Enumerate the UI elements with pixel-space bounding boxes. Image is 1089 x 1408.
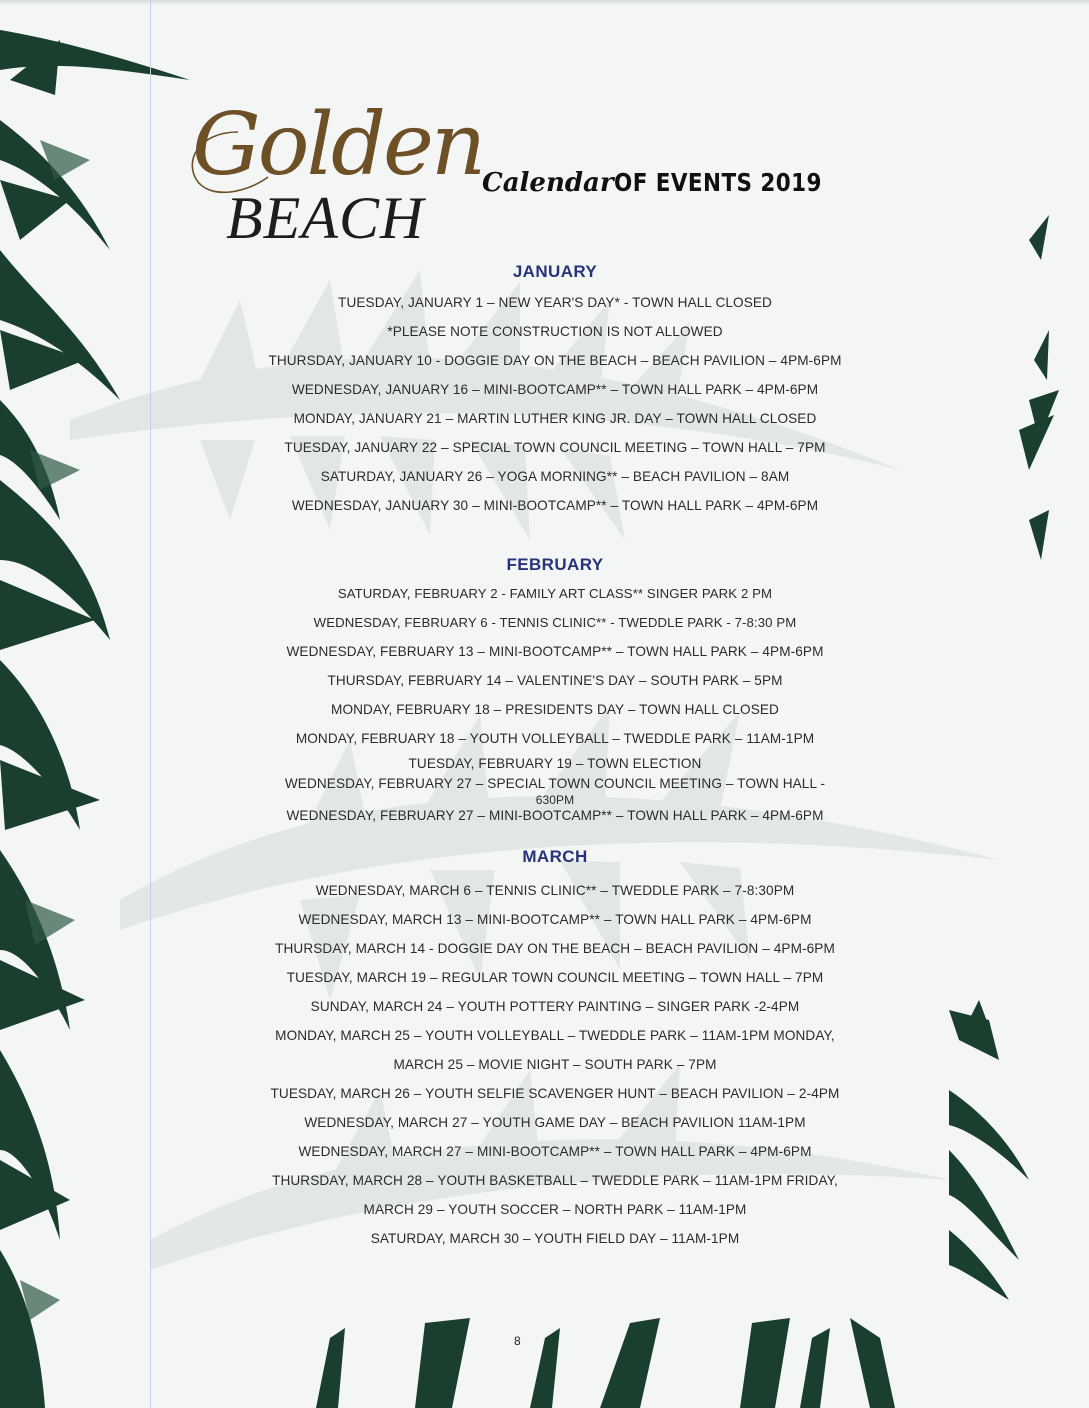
event-line: SUNDAY, MARCH 24 – YOUTH POTTERY PAINTING – SINGER PARK -2-4PM xyxy=(310,999,800,1014)
event-line: TUESDAY, MARCH 19 – REGULAR TOWN COUNCIL MEETING – TOWN HALL – 7PM xyxy=(286,970,824,985)
title-of-events: OF EVENTS 2019 xyxy=(613,168,822,197)
event-line: WEDNESDAY, MARCH 13 – MINI-BOOTCAMP** – TOWN HALL PARK – 4PM-6PM xyxy=(298,912,812,927)
month-heading: FEBRUARY xyxy=(506,555,604,574)
event-line: WEDNESDAY, JANUARY 16 – MINI-BOOTCAMP** – TOWN HALL PARK – 4PM-6PM xyxy=(291,382,819,397)
event-line: WEDNESDAY, FEBRUARY 27 – MINI-BOOTCAMP** – TOWN HALL PARK – 4PM-6PM xyxy=(286,808,824,823)
event-line: THURSDAY, MARCH 14 - DOGGIE DAY ON THE BEACH – BEACH PAVILION – 4PM-6PM xyxy=(275,941,835,956)
event-line: WEDNESDAY, FEBRUARY 6 - TENNIS CLINIC** - TWEDDLE PARK - 7-8:30 PM xyxy=(313,615,797,630)
event-line: WEDNESDAY, FEBRUARY 13 – MINI-BOOTCAMP** – TOWN HALL PARK – 4PM-6PM xyxy=(286,644,824,659)
event-line-continued: 630PM xyxy=(535,793,575,807)
event-line: SATURDAY, FEBRUARY 2 - FAMILY ART CLASS** SINGER PARK 2 PM xyxy=(337,586,773,601)
page-title xyxy=(482,170,855,196)
palm-leaves-bottom xyxy=(0,1318,1089,1408)
event-line: THURSDAY, JANUARY 10 - DOGGIE DAY ON THE BEACH – BEACH PAVILION – 4PM-6PM xyxy=(268,353,842,368)
event-line: TUESDAY, JANUARY 22 – SPECIAL TOWN COUNCIL MEETING – TOWN HALL – 7PM xyxy=(284,440,826,455)
event-line: WEDNESDAY, MARCH 27 – YOUTH GAME DAY – BEACH PAVILION 11AM-1PM xyxy=(304,1115,806,1130)
event-line: MARCH 25 – MOVIE NIGHT – SOUTH PARK – 7PM xyxy=(393,1057,717,1072)
month-heading: JANUARY xyxy=(512,262,598,281)
event-line: TUESDAY, MARCH 26 – YOUTH SELFIE SCAVENGER HUNT – BEACH PAVILION – 2-4PM xyxy=(270,1086,840,1101)
event-line: WEDNESDAY, FEBRUARY 27 – SPECIAL TOWN COUNCIL MEETING – TOWN HALL - xyxy=(284,776,826,791)
palm-leaves-right xyxy=(949,0,1089,1408)
event-line: SATURDAY, MARCH 30 – YOUTH FIELD DAY – 11AM-1PM xyxy=(370,1231,740,1246)
event-line: MONDAY, MARCH 25 – YOUTH VOLLEYBALL – TWEDDLE PARK – 11AM-1PM MONDAY, xyxy=(275,1028,835,1043)
event-line: TUESDAY, JANUARY 1 – NEW YEAR'S DAY* - TOWN HALL CLOSED xyxy=(338,295,772,310)
section-february xyxy=(150,555,960,825)
event-line: WEDNESDAY, MARCH 6 – TENNIS CLINIC** – TWEDDLE PARK – 7-8:30PM xyxy=(315,883,795,898)
logo-beach-text: BEACH xyxy=(226,185,425,251)
event-line: THURSDAY, FEBRUARY 14 – VALENTINE'S DAY – SOUTH PARK – 5PM xyxy=(327,673,783,688)
page-number: 8 xyxy=(514,1334,521,1348)
event-line: WEDNESDAY, JANUARY 30 – MINI-BOOTCAMP** – TOWN HALL PARK – 4PM-6PM xyxy=(291,498,819,513)
event-line: MONDAY, FEBRUARY 18 – PRESIDENTS DAY – TOWN HALL CLOSED xyxy=(331,702,779,717)
event-line: WEDNESDAY, MARCH 27 – MINI-BOOTCAMP** – TOWN HALL PARK – 4PM-6PM xyxy=(298,1144,812,1159)
event-line: THURSDAY, MARCH 28 – YOUTH BASKETBALL – TWEDDLE PARK – 11AM-1PM FRIDAY, xyxy=(272,1173,838,1188)
event-line: MARCH 29 – YOUTH SOCCER – NORTH PARK – 11AM-1PM xyxy=(363,1202,747,1217)
event-line: MONDAY, FEBRUARY 18 – YOUTH VOLLEYBALL – TWEDDLE PARK – 11AM-1PM xyxy=(295,731,815,746)
event-line: TUESDAY, FEBRUARY 19 – TOWN ELECTION xyxy=(408,756,702,771)
section-march xyxy=(150,846,960,1253)
logo-golden-text: Golden xyxy=(192,95,484,195)
month-heading: MARCH xyxy=(522,847,588,866)
event-line: MONDAY, JANUARY 21 – MARTIN LUTHER KING JR. DAY – TOWN HALL CLOSED xyxy=(293,411,817,426)
event-line: SATURDAY, JANUARY 26 – YOGA MORNING** – BEACH PAVILION – 8AM xyxy=(320,469,790,484)
section-january xyxy=(150,262,960,520)
event-line: *PLEASE NOTE CONSTRUCTION IS NOT ALLOWED xyxy=(387,324,723,339)
golden-beach-logo xyxy=(178,95,484,252)
title-calendar-script: Calendar xyxy=(482,168,614,198)
